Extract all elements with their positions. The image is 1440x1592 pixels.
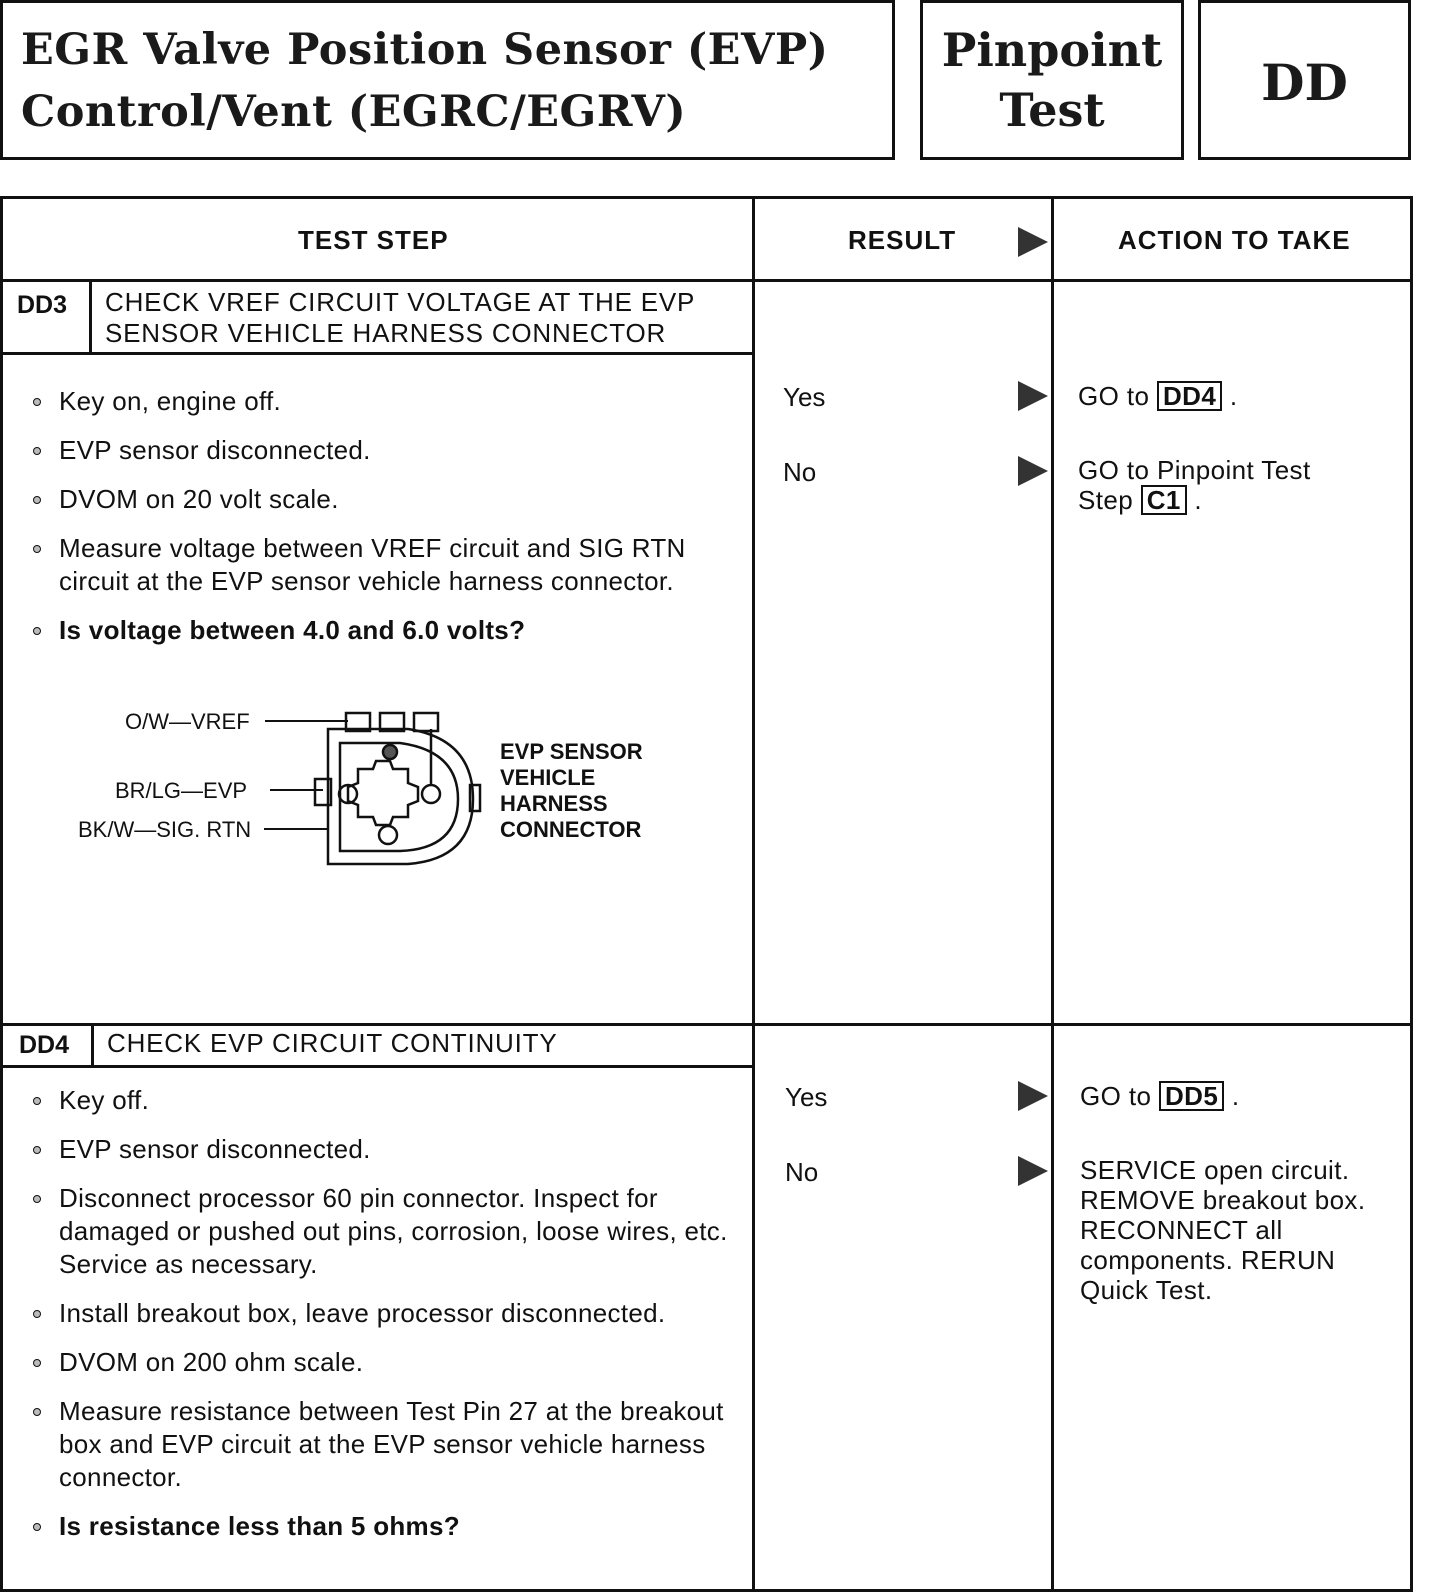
col-header-result: RESULT [848,225,957,255]
list-item: EVP sensor disconnected. [33,434,713,467]
arrow-icon [1018,381,1048,411]
header-divider [3,279,1410,282]
dd4-action-no: SERVICE open circuit. REMOVE breakout box. RECONNECT all components. RERUN Quick Test. [1080,1155,1366,1305]
arrow-icon [1018,1156,1048,1186]
list-item: Measure voltage between VREF circuit and SIG RTN circuit at the EVP sensor vehicle harness connector. [33,532,713,598]
step-ref-dd5[interactable]: DD5 [1159,1081,1224,1111]
dd4-title-divider [3,1065,752,1068]
list-item: Measure resistance between Test Pin 27 at the breakout box and EVP circuit at the EVP sensor vehicle harness connector. [33,1395,733,1494]
list-item: Key off. [33,1084,733,1117]
bullet-icon [33,496,41,504]
dd3-code-divider [89,279,92,352]
title-box [0,0,895,160]
list-item: EVP sensor disconnected. [33,1133,733,1166]
dd4-result-no: No [785,1157,819,1187]
evp-connector-diagram [78,699,678,869]
pinpoint-label: Pinpoint [941,23,1163,77]
bullet-icon [33,627,41,635]
col-header-action: ACTION TO TAKE [1118,225,1351,255]
dd3-result-no: No [783,457,817,487]
title-line-2: Control/Vent (EGRC/EGRV) [21,87,687,137]
dd3-action-yes: GO to DD4 . [1078,381,1238,411]
caption-line-2: VEHICLE [500,765,596,790]
dd4-result-yes: Yes [785,1082,828,1112]
step-title-dd3-line2: SENSOR VEHICLE HARNESS CONNECTOR [105,318,667,348]
bullet-icon [33,1523,41,1531]
title-line-1: EGR Valve Position Sensor (EVP) [21,25,829,75]
pinpoint-test-box [920,0,1184,160]
dd4-code-divider [91,1023,94,1065]
step-code-dd4: DD4 [19,1031,70,1059]
list-item: Disconnect processor 60 pin connector. Inspect for damaged or pushed out pins, corrosion, loose wires, etc. Service as necessary. [33,1182,733,1281]
bullet-icon [33,398,41,406]
list-item: DVOM on 200 ohm scale. [33,1346,733,1379]
connector-body-icon [315,713,480,864]
caption-line-3: HARNESS [500,791,608,816]
caption-line-4: CONNECTOR [500,817,642,842]
step-ref-c1[interactable]: C1 [1141,485,1187,515]
bullet-icon [33,1359,41,1367]
arrow-icon [1018,456,1048,486]
step-code-dd3: DD3 [17,291,68,319]
arrow-icon [1018,1081,1048,1111]
pinpoint-table [0,196,1413,1592]
step-title-dd4: CHECK EVP CIRCUIT CONTINUITY [107,1028,558,1058]
col-header-test-step: TEST STEP [298,225,449,255]
arrow-icon [1018,227,1048,257]
column-divider-action [1051,199,1054,1589]
wire-label-evp: BR/LG—EVP [115,778,248,803]
dd3-action-no: GO to Pinpoint Test Step C1 . [1078,455,1311,515]
wire-label-vref: O/W—VREF [125,709,250,734]
column-divider-result [752,199,755,1589]
bullet-icon [33,1097,41,1105]
bullet-icon [33,545,41,553]
wire-label-sigrtn: BK/W—SIG. RTN [78,817,252,842]
bullet-icon [33,1310,41,1318]
bullet-icon [33,1146,41,1154]
dd3-title-divider [3,352,752,355]
dd3-question: Is voltage between 4.0 and 6.0 volts? [33,614,713,647]
dd4-action-yes: GO to DD5 . [1080,1081,1240,1111]
caption-line-1: EVP SENSOR [500,739,643,764]
dd3-result-yes: Yes [783,382,826,412]
dd4-question: Is resistance less than 5 ohms? [33,1510,733,1543]
bullet-icon [33,447,41,455]
dd4-bullet-list [33,1084,733,1559]
step-divider [3,1023,1410,1026]
list-item: DVOM on 20 volt scale. [33,483,713,516]
dd3-bullet-list [33,385,713,663]
test-code-box [1198,0,1411,160]
bullet-icon [33,1195,41,1203]
test-label: Test [999,83,1105,137]
list-item: Key on, engine off. [33,385,713,418]
step-title-dd3-line1: CHECK VREF CIRCUIT VOLTAGE AT THE EVP [105,287,696,317]
bullet-icon [33,1408,41,1416]
step-ref-dd4[interactable]: DD4 [1157,381,1222,411]
list-item: Install breakout box, leave processor disconnected. [33,1297,733,1330]
test-code: DD [1261,53,1348,112]
